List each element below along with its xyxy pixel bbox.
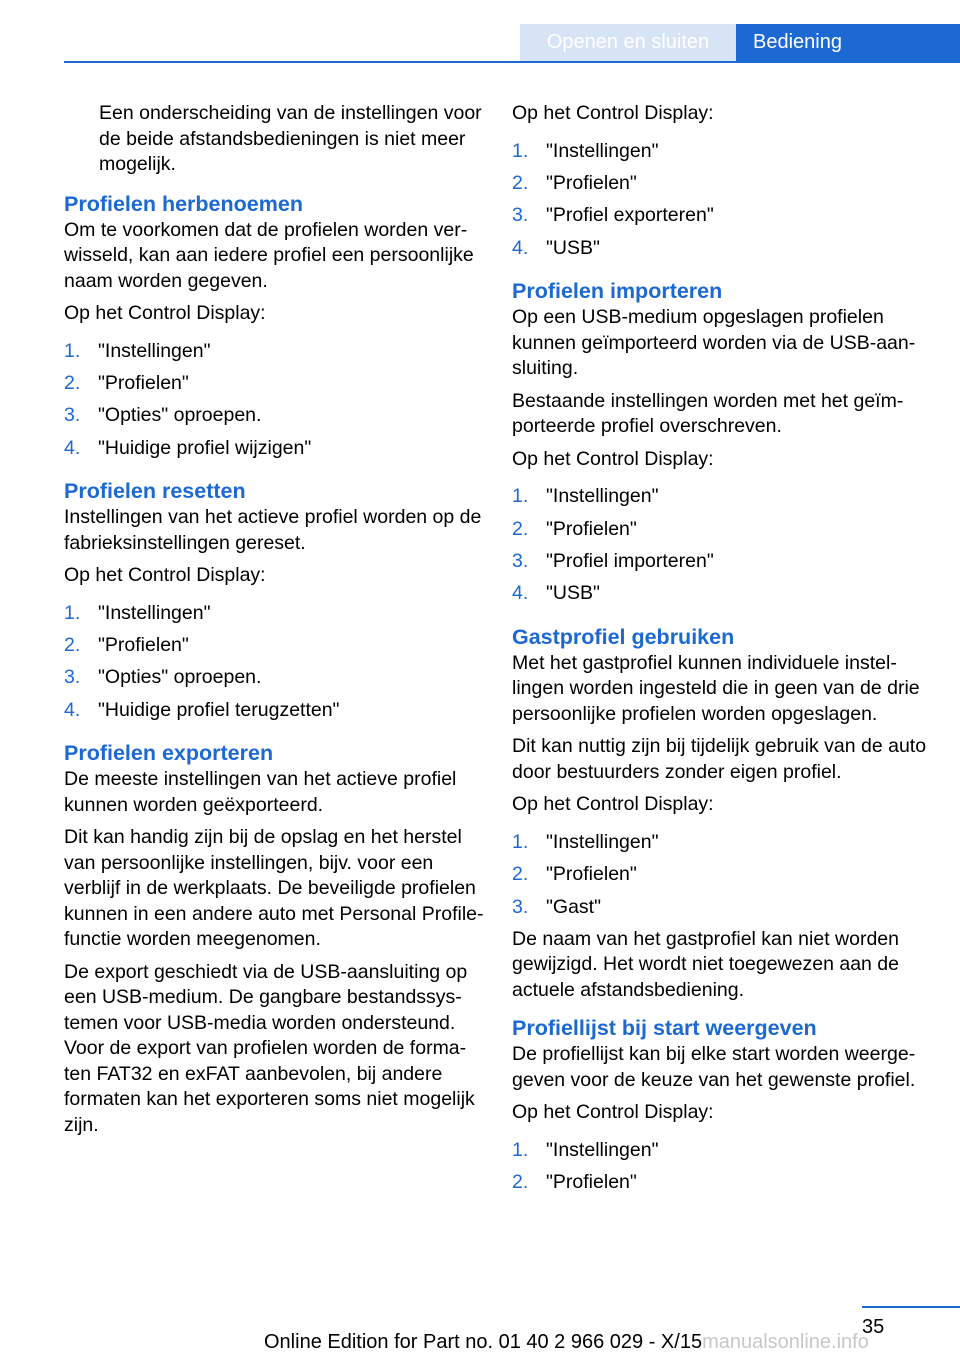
- list-item: [64, 629, 486, 661]
- watermark: manualsonline.info: [702, 1331, 869, 1353]
- list-item: [512, 1134, 932, 1166]
- step-number: 1.: [512, 485, 529, 508]
- paragraph: Met het gastprofiel kunnen individuele instellingen worden ingesteld die in geen van de drie persoonlijke profielen worden opgeslagen.: [512, 651, 920, 725]
- step-number: 2.: [512, 1171, 529, 1194]
- step-number: 4.: [64, 698, 81, 721]
- step-number: 1.: [512, 1138, 529, 1161]
- step-number: 3.: [64, 404, 81, 427]
- paragraph: De export geschiedt via de USB-aansluiting op een USB-medium. De gangbare bestandssystemen voor USB-media worden ondersteund. Voor de export van profielen worden de formaten FAT32 en exFAT aanbevolen, bij andere formaten kan het exporteren soms niet mogelijk zijn.: [64, 960, 475, 1136]
- step-text: "Gast": [546, 895, 602, 918]
- step-text: "Huidige profiel terugzetten": [98, 698, 340, 721]
- step-text: "Profiel exporteren": [546, 204, 714, 227]
- step-number: 2.: [512, 171, 529, 194]
- paragraph: Op het Control Display:: [64, 302, 266, 324]
- paragraph: De meeste instellingen van het actieve profiel kunnen worden geëxporteerd.: [64, 768, 457, 816]
- page-number: 35: [862, 1316, 885, 1338]
- step-number: 3.: [512, 204, 529, 227]
- list-item: [512, 891, 932, 923]
- paragraph: De naam van het gastprofiel kan niet worden gewijzigd. Het wordt niet toegewezen aan de actuele afstandsbediening.: [512, 927, 899, 1001]
- left-column: [64, 101, 486, 1145]
- list-item: [64, 335, 486, 367]
- list-item: [512, 577, 932, 609]
- step-number: 3.: [512, 895, 529, 918]
- paragraph: Dit kan handig zijn bij de opslag en het herstel van persoonlijke instellingen, bijv. voor een verblijf in de werkplaats. De beveiligde profielen kunnen in een andere auto met Personal Profile-functie worden meegenomen.: [64, 826, 484, 951]
- step-text: "Huidige profiel wijzigen": [98, 436, 312, 459]
- intro-note: Een onderscheiding van de instellingen voor de beide afstandsbedieningen is niet meer mogelijk.: [99, 102, 482, 175]
- paragraph: Instellingen van het actieve profiel worden op de fabrieksinstellingen gereset.: [64, 506, 482, 554]
- step-text: "Instellingen": [546, 1138, 659, 1161]
- step-text: "Instellingen": [546, 485, 659, 508]
- step-list: [512, 480, 932, 610]
- paragraph: Op een USB-medium opgeslagen profielen kunnen geïmporteerd worden via de USB-aansluiting.: [512, 306, 916, 380]
- step-number: 4.: [512, 236, 529, 259]
- paragraph: Bestaande instellingen worden met het geïmporteerde profiel overschreven.: [512, 389, 904, 438]
- step-number: 4.: [512, 582, 529, 605]
- step-text: "Profiel importeren": [546, 549, 714, 572]
- list-item: [512, 167, 932, 199]
- step-text: "Instellingen": [546, 830, 659, 853]
- step-number: 1.: [512, 139, 529, 162]
- step-number: 2.: [64, 371, 81, 394]
- step-number: 4.: [64, 436, 81, 459]
- step-text: "Profielen": [546, 863, 637, 886]
- list-item: [512, 826, 932, 858]
- paragraph: Om te voorkomen dat de profielen worden verwisseld, kan aan iedere profiel een persoonlijke naam worden gegeven.: [64, 218, 474, 292]
- list-item: [512, 232, 932, 264]
- step-text: "Opties" oproepen.: [98, 666, 262, 689]
- paragraph: Op het Control Display:: [512, 447, 714, 470]
- right-column: [512, 101, 932, 1213]
- footer-edition: [264, 1331, 869, 1354]
- list-item: [512, 135, 932, 167]
- list-item: [512, 858, 932, 890]
- step-text: "Profielen": [546, 517, 637, 540]
- paragraph: Op het Control Display:: [64, 564, 266, 587]
- step-text: "Profielen": [546, 1171, 637, 1194]
- step-list: [512, 826, 932, 923]
- list-item: [512, 513, 932, 545]
- list-item: [512, 1166, 932, 1198]
- step-text: "Instellingen": [98, 601, 211, 624]
- list-item: [64, 367, 486, 399]
- step-text: "Instellingen": [546, 139, 659, 162]
- list-item: [64, 597, 486, 629]
- step-number: 1.: [512, 830, 529, 853]
- step-list: [64, 335, 486, 465]
- paragraph: De profiellijst kan bij elke start worden weergegeven voor de keuze van het gewenste profiel.: [512, 1043, 916, 1091]
- header-chapter-tab: Bediening: [736, 24, 960, 63]
- step-number: 1.: [64, 339, 81, 362]
- step-text: "USB": [546, 582, 600, 605]
- step-text: "Opties" oproepen.: [98, 404, 262, 427]
- step-number: 2.: [512, 517, 529, 540]
- step-text: "Profielen": [98, 634, 189, 657]
- step-text: "USB": [546, 236, 600, 259]
- paragraph: Op het Control Display:: [512, 102, 714, 124]
- header-section-tab: Openen en sluiten: [520, 24, 736, 61]
- step-number: 2.: [64, 634, 81, 657]
- step-number: 1.: [64, 601, 81, 624]
- step-text: "Profielen": [98, 371, 189, 394]
- step-list: [64, 597, 486, 727]
- heading-profielen-herbenoemen: Profielen herbenoemen: [64, 191, 303, 216]
- step-number: 2.: [512, 863, 529, 886]
- step-number: 3.: [64, 666, 81, 689]
- step-text: "Profielen": [546, 171, 637, 194]
- step-list: [512, 1134, 932, 1199]
- list-item: [512, 199, 932, 231]
- step-number: 3.: [512, 549, 529, 572]
- heading-profielen-importeren: Profielen importeren: [512, 279, 723, 304]
- paragraph: Dit kan nuttig zijn bij tijdelijk gebruik van de auto door bestuurders zonder eigen profiel.: [512, 735, 927, 783]
- list-item: [64, 399, 486, 431]
- heading-profiellijst-bij-start: Profiellijst bij start weergeven: [512, 1016, 817, 1041]
- heading-profielen-resetten: Profielen resetten: [64, 479, 246, 504]
- heading-profielen-exporteren: Profielen exporteren: [64, 741, 274, 766]
- paragraph: Op het Control Display:: [512, 1101, 714, 1124]
- step-text: "Instellingen": [98, 339, 211, 362]
- list-item: [512, 480, 932, 512]
- step-list: [512, 135, 932, 265]
- heading-gastprofiel-gebruiken: Gastprofiel gebruiken: [512, 624, 735, 649]
- list-item: [64, 432, 486, 464]
- list-item: [512, 545, 932, 577]
- paragraph: Op het Control Display:: [512, 793, 714, 816]
- list-item: [64, 694, 486, 726]
- list-item: [64, 661, 486, 693]
- footer-edition-text: Online Edition for Part no. 01 40 2 966 029 - X/15: [264, 1331, 703, 1353]
- page-number-rule: [862, 1306, 960, 1308]
